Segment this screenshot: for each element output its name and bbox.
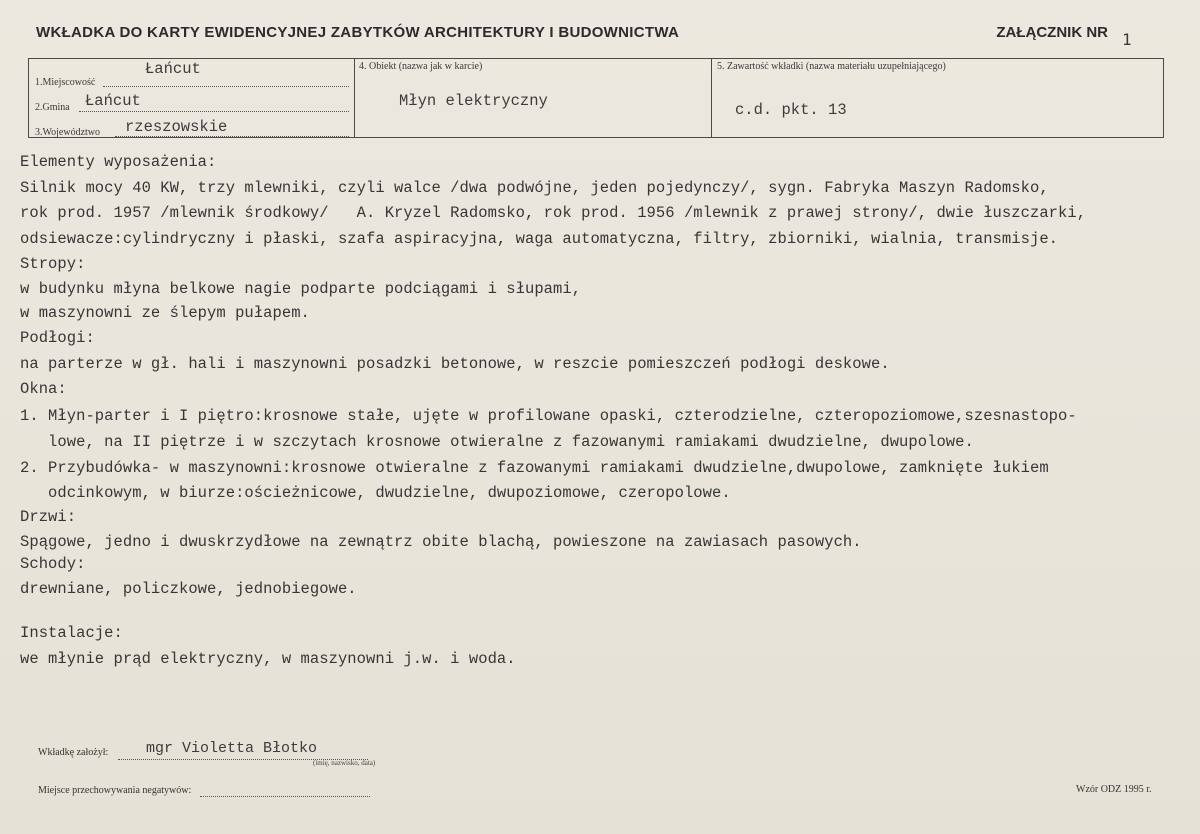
contents-label: 5. Zawartość wkładki (nazwa materiału uzupełniającego) bbox=[717, 61, 946, 72]
column-divider bbox=[354, 59, 355, 137]
section-heading: Okna: bbox=[20, 380, 67, 398]
negatives-label: Miejsce przechowywania negatywów: bbox=[38, 785, 192, 796]
body-text-line: 1. Młyn-parter i I piętro:krosnowe stałe, ujęte w profilowane opaski, czterodzielne, czteropoziomowe,szesnastopo- bbox=[20, 407, 1077, 425]
body-text-line: na parterze w gł. hali i maszynowni posadzki betonowe, w reszcie pomieszczeń podłogi deskowe. bbox=[20, 355, 890, 373]
body-text-line: w maszynowni ze ślepym pułapem. bbox=[20, 304, 310, 322]
body-text-line: we młynie prąd elektryczny, w maszynowni j.w. i woda. bbox=[20, 650, 516, 668]
section-heading: Stropy: bbox=[20, 255, 86, 273]
object-label: 4. Obiekt (nazwa jak w karcie) bbox=[359, 61, 483, 72]
form-version: Wzór ODZ 1995 r. bbox=[1076, 784, 1152, 795]
body-text-line: odsiewacze:cylindryczny i płaski, szafa aspiracyjna, waga automatyczna, filtry, zbiorniki, wialnia, transmisje. bbox=[20, 230, 1059, 248]
body-text-line: w budynku młyna belkowe nagie podparte podciągami i słupami, bbox=[20, 280, 582, 298]
author-value: mgr Violetta Błotko bbox=[146, 740, 318, 757]
commune-value: Łańcut bbox=[85, 92, 141, 110]
body-text-line: 2. Przybudówka- w maszynowni:krosnowe otwieralne z fazowanymi ramiakami dwudzielne,dwupolowe, zamknięte łukiem bbox=[20, 459, 1049, 477]
body-text-line: Silnik mocy 40 KW, trzy mlewniki, czyli walce /dwa podwójne, jeden pojedynczy/, sygn. Fabryka Maszyn Radomsko, bbox=[20, 179, 1049, 197]
place-label: 1.Miejscowość bbox=[35, 77, 96, 88]
body-text-line: odcinkowym, w biurze:ościeżnicowe, dwudzielne, dwupoziomowe, czeropolowe. bbox=[20, 484, 731, 502]
card-title: WKŁADKA DO KARTY EWIDENCYJNEJ ZABYTKÓW ARCHITEKTURY I BUDOWNICTWA bbox=[36, 24, 680, 41]
body-text-line: lowe, na II piętrze i w szczytach krosnowe otwieralne z fazowanymi ramiakami dwudzielne, dwupolowe. bbox=[20, 433, 974, 451]
voivodeship-value: rzeszowskie bbox=[125, 118, 228, 136]
dotted-line bbox=[79, 111, 349, 112]
body-text-line: Spągowe, jedno i dwuskrzydłowe na zewnątrz obite blachą, powieszone na zawiasach pasowych. bbox=[20, 533, 862, 551]
section-heading: Schody: bbox=[20, 555, 86, 573]
section-heading: Drzwi: bbox=[20, 508, 77, 526]
column-divider bbox=[711, 59, 712, 137]
dotted-line bbox=[115, 136, 349, 137]
section-heading: Instalacje: bbox=[20, 624, 123, 642]
commune-label: 2.Gmina bbox=[35, 102, 70, 113]
header-fields-box bbox=[28, 58, 1164, 138]
attachment-number: 1 bbox=[1122, 30, 1132, 49]
section-heading: Podłogi: bbox=[20, 329, 95, 347]
body-text-line: rok prod. 1957 /mlewnik środkowy/ A. Kryzel Radomsko, rok prod. 1956 /mlewnik z prawej strony/, dwie łuszczarki, bbox=[20, 204, 1087, 222]
section-heading: Elementy wyposażenia: bbox=[20, 153, 217, 171]
voivodeship-label: 3.Województwo bbox=[35, 127, 101, 138]
object-value: Młyn elektryczny bbox=[399, 92, 548, 110]
dotted-line bbox=[200, 796, 370, 797]
contents-value: c.d. pkt. 13 bbox=[735, 101, 847, 119]
attachment-label: ZAŁĄCZNIK NR bbox=[996, 24, 1108, 41]
dotted-line bbox=[103, 86, 349, 87]
place-value: Łańcut bbox=[145, 60, 201, 78]
author-hint: (imię, nazwisko, data) bbox=[313, 759, 376, 767]
body-text-line: drewniane, policzkowe, jednobiegowe. bbox=[20, 580, 357, 598]
author-label: Wkładkę założył: bbox=[38, 747, 109, 758]
